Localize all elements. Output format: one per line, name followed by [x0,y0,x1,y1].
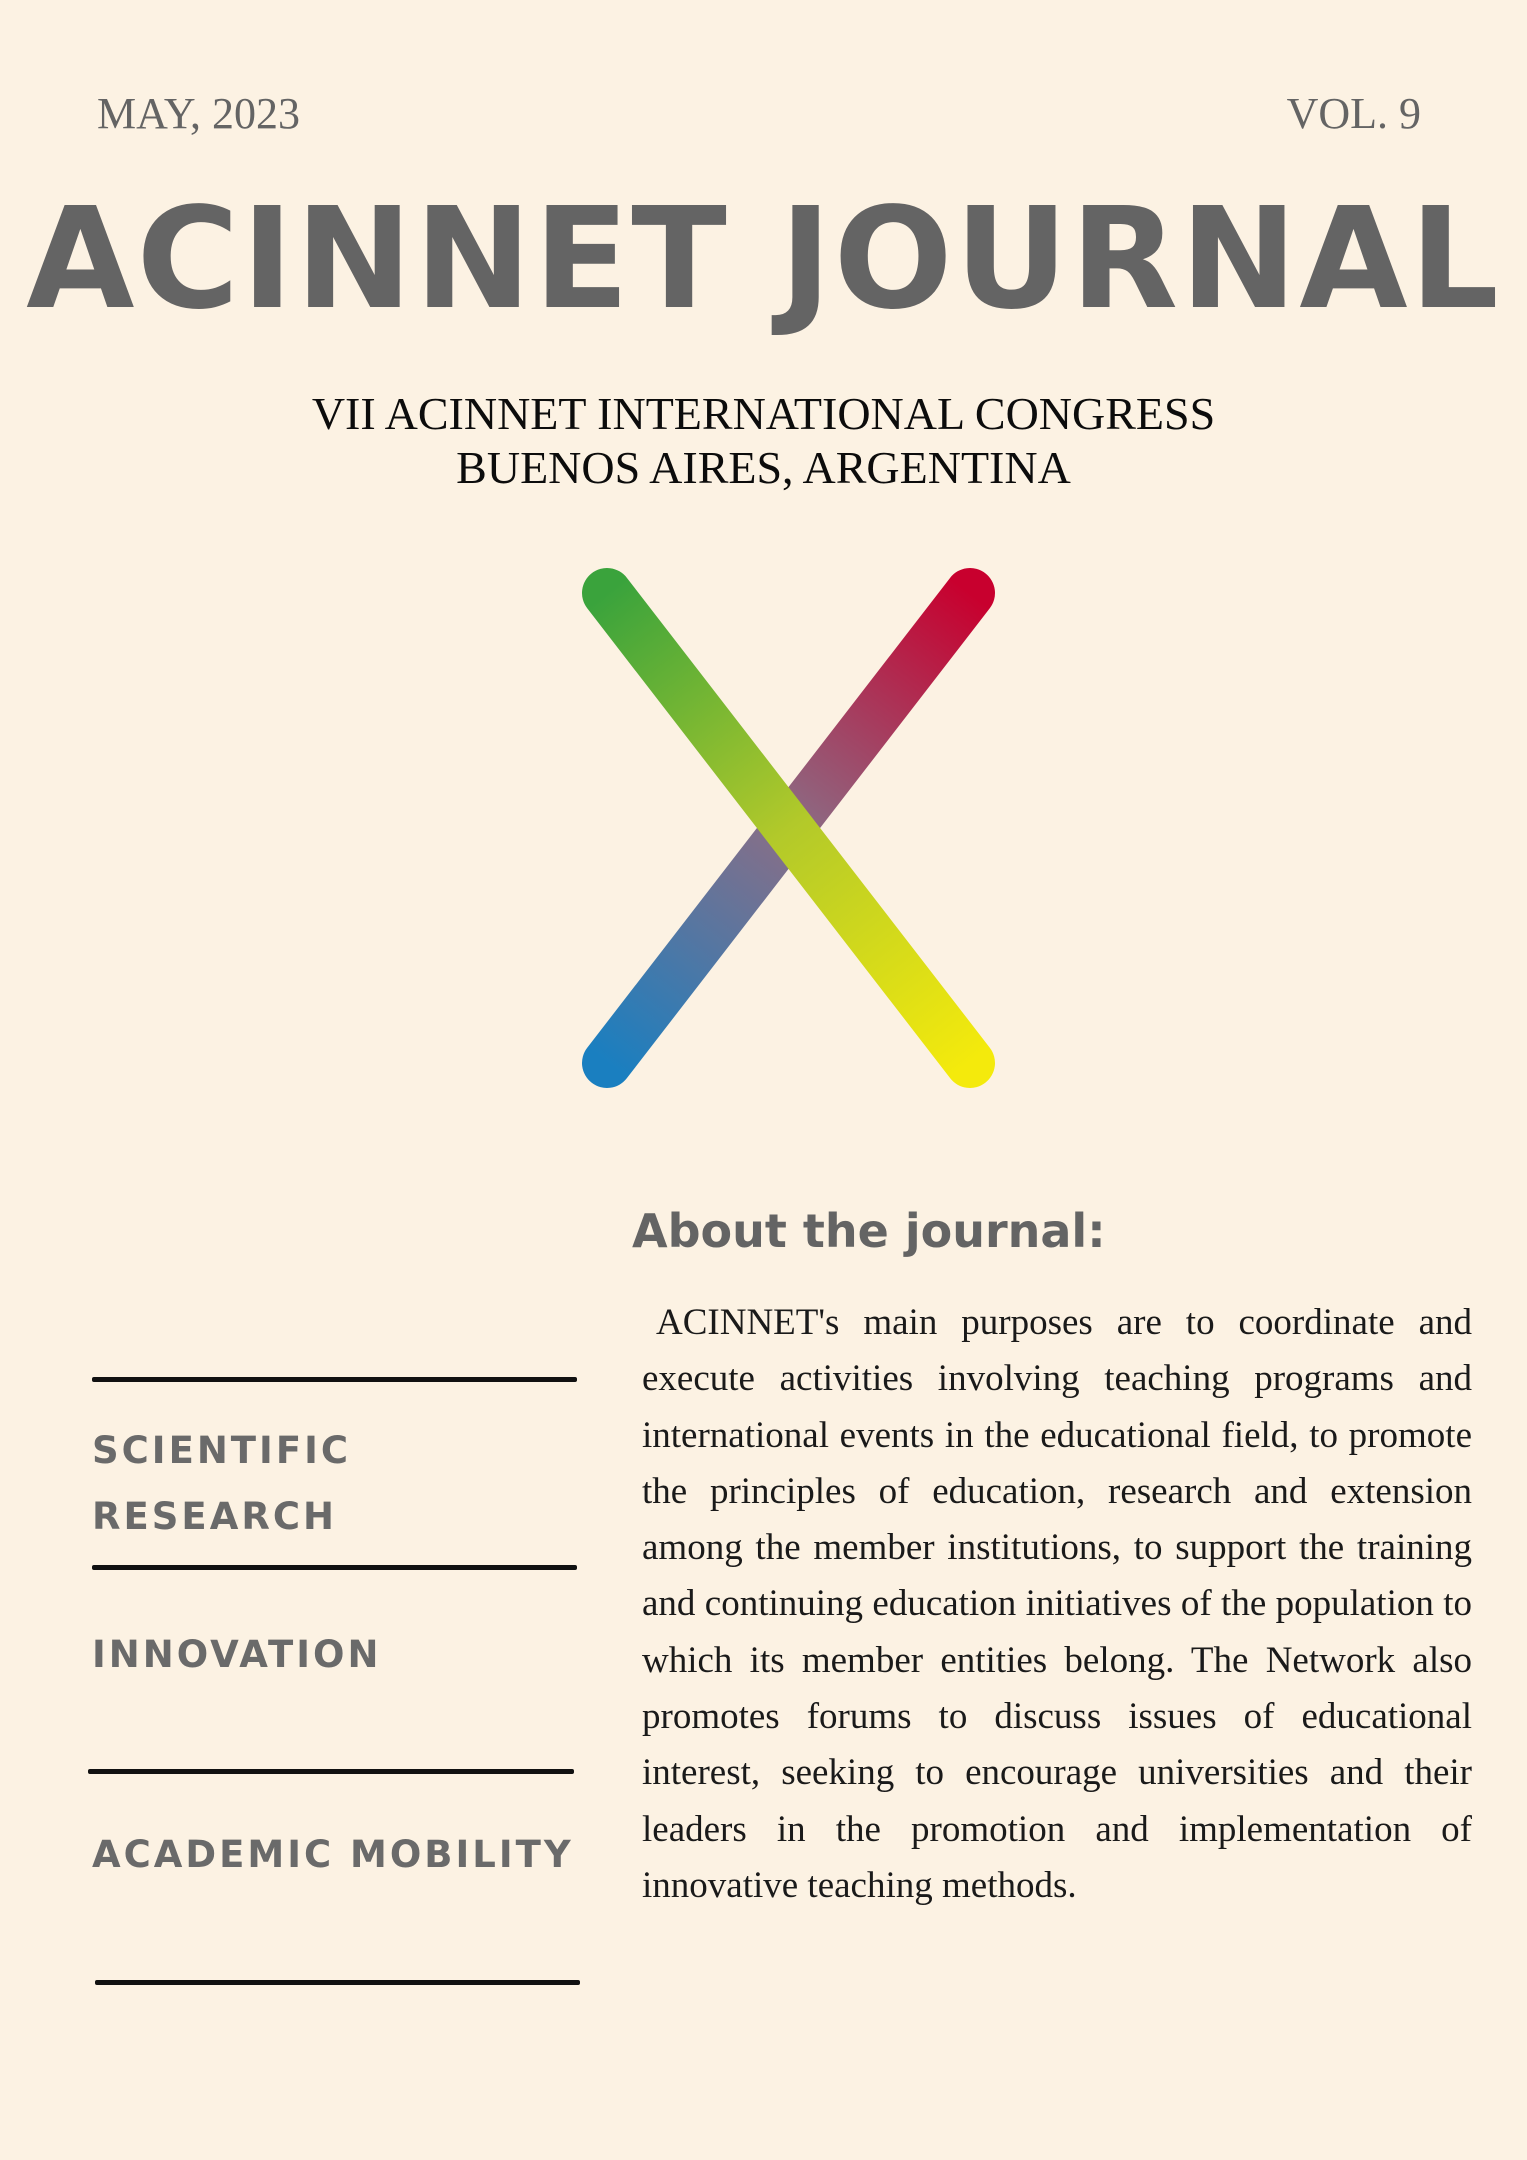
about-body: ACINNET's main purposes are to coordinate and execute activities involving teaching programs and international events in the educational field, to promote the principles of education, research and extension among the member institutions, to support the training and continuing education initiatives of the population to which its member entities belong. The Network also promotes forums to discuss issues of educational interest, seeking to encourage universities and their leaders in the promotion and implementation of innovative teaching methods. [642,1302,1472,1906]
topic-divider [92,1377,577,1382]
topic-divider [92,1565,577,1570]
topic-innovation: INNOVATION [92,1633,382,1676]
issue-date: MAY, 2023 [97,89,300,138]
topic-label: SCIENTIFIC [92,1429,352,1472]
topic-divider [95,1980,580,1985]
topic-label: RESEARCH [92,1495,337,1538]
acinnet-logo-icon [560,560,1020,1120]
congress-name: VII ACINNET INTERNATIONAL CONGRESS [311,388,1216,439]
journal-title: ACINNET JOURNAL [26,178,1501,341]
about-heading: About the journal: [632,1204,1106,1258]
topic-divider [88,1769,574,1774]
issue-volume: VOL. 9 [1286,89,1421,138]
topic-academic-mobility: ACADEMIC MOBILITY [92,1833,574,1876]
topic-scientific-research [92,1418,351,1550]
congress-location: BUENOS AIRES, ARGENTINA [456,442,1071,493]
